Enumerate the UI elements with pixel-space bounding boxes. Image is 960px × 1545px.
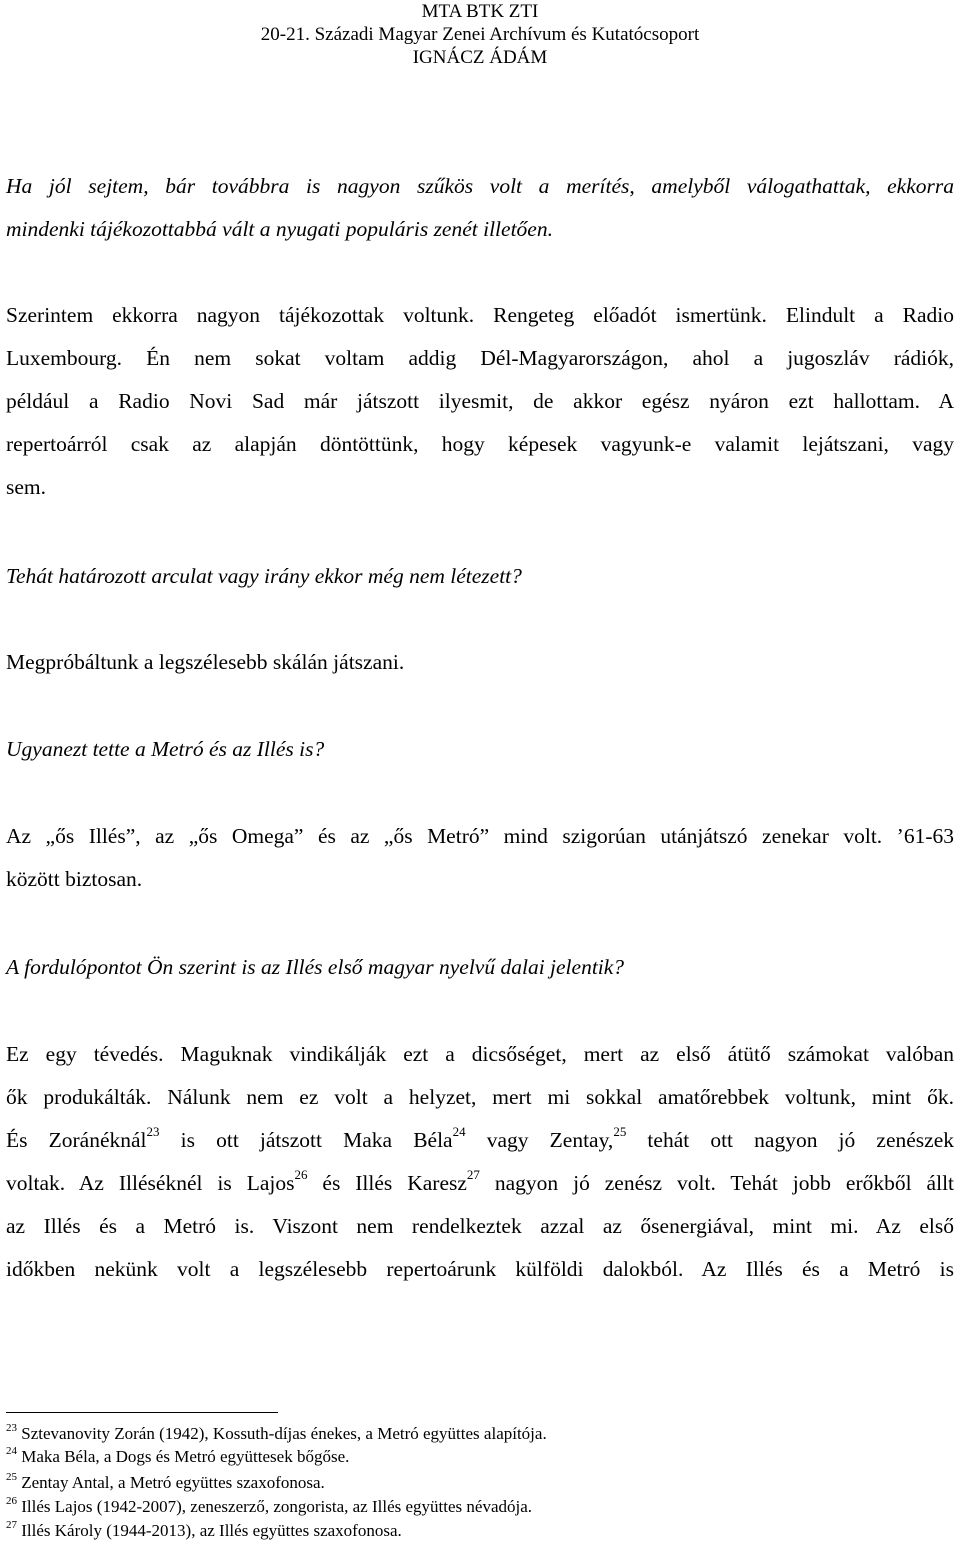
answer-4-text: vagy Zentay, [465,1128,614,1152]
footnote-25 [6,1472,325,1493]
question-2-line-1: Tehát határozott arculat vagy irány ekkor még nem létezett? [6,564,522,588]
answer-2-line-1: Megpróbáltunk a legszélesebb skálán játszani. [6,650,405,674]
answer-1-line-3: például a Radio Novi Sad már játszott ilyesmit, de akkor egész nyáron ezt hallottam. A [6,389,954,413]
question-3-line-1: Ugyanezt tette a Metró és az Illés is? [6,737,325,761]
answer-4-line-3 [6,1119,954,1162]
footnote-26 [6,1496,532,1517]
question-1 [6,165,954,251]
footnote-ref-24[interactable]: 24 [452,1124,466,1139]
footnote-number: 23 [6,1422,17,1434]
footnote-ref-23[interactable]: 23 [146,1124,160,1139]
footnote-number: 27 [6,1519,17,1531]
question-1-line-1: Ha jól sejtem, bár továbbra is nagyon szűkös volt a merítés, amelyből válogathattak, ekkorra [6,174,954,198]
answer-4-text: voltak. Az Illéséknél is Lajos [6,1171,295,1195]
answer-4 [6,1033,954,1291]
answer-4-line-1: Ez egy tévedés. Maguknak vindikálják ezt a dicsőséget, mert az első átütő számokat valóban [6,1042,954,1066]
footnote-text: Zentay Antal, a Metró együttes szaxofonosa. [21,1473,325,1492]
footnote-number: 24 [6,1445,17,1457]
footnote-ref-27[interactable]: 27 [466,1167,480,1182]
answer-4-line-5: az Illés és a Metró is. Viszont nem rendelkeztek azzal az ősenergiával, mint mi. Az első [6,1214,954,1238]
footnote-text: Maka Béla, a Dogs és Metró együttesek bőgőse. [21,1447,350,1466]
footnote-ref-26[interactable]: 26 [294,1167,308,1182]
footnote-24 [6,1446,349,1467]
footnote-23 [6,1423,547,1444]
answer-4-line-2: ők produkálták. Nálunk nem ez volt a helyzet, mert mi sokkal amatőrebbek voltunk, mint ők. [6,1085,954,1109]
answer-1 [6,294,954,509]
answer-1-line-2: Luxembourg. Én nem sokat voltam addig Dél-Magyarországon, ahol a jugoszláv rádiók, [6,346,954,370]
answer-1-line-5: sem. [6,475,47,499]
question-4 [6,946,954,989]
answer-4-text: nagyon jó zenész volt. Tehát jobb erőkből állt [479,1171,955,1195]
answer-4-line-6: időkben nekünk volt a legszélesebb repertoárunk külföldi dalokból. Az Illés és a Metró is [6,1257,954,1281]
answer-4-text: tehát ott nagyon jó zenészek [626,1128,954,1152]
page-header [0,0,960,69]
answer-3 [6,815,954,901]
answer-4-text: is ott játszott Maka Béla [159,1128,453,1152]
question-3 [6,728,954,771]
question-2 [6,555,954,598]
footnote-number: 25 [6,1471,17,1483]
question-1-line-2: mindenki tájékozottabbá vált a nyugati populáris zenét illetően. [6,217,553,241]
answer-2 [6,641,954,684]
footnote-number: 26 [6,1495,17,1507]
footnote-27 [6,1520,402,1541]
header-author: IGNÁCZ ÁDÁM [412,47,548,68]
answer-3-line-2: között biztosan. [6,867,143,891]
answer-4-text: és Illés Karesz [307,1171,467,1195]
answer-4-line-4 [6,1162,954,1205]
footnote-text: Sztevanovity Zorán (1942), Kossuth-díjas énekes, a Metró együttes alapítója. [21,1424,547,1443]
header-institution: MTA BTK ZTI [421,1,539,22]
footnote-separator [6,1412,278,1413]
answer-1-line-1: Szerintem ekkorra nagyon tájékozottak voltunk. Rengeteg előadót ismertünk. Elindult a Radio [6,303,954,327]
footnote-text: Illés Károly (1944-2013), az Illés együttes szaxofonosa. [21,1521,402,1540]
answer-1-line-4: repertoárról csak az alapján döntöttünk, hogy képesek vagyunk-e valamit lejátszani, vagy [6,432,954,456]
question-4-line-1: A fordulópontot Ön szerint is az Illés első magyar nyelvű dalai jelentik? [6,955,625,979]
answer-3-line-1: Az „ős Illés”, az „ős Omega” és az „ős Metró” mind szigorúan utánjátszó zenekar volt. ’61-63 [6,824,954,848]
footnote-text: Illés Lajos (1942-2007), zeneszerző, zongorista, az Illés együttes névadója. [21,1497,533,1516]
header-research-group: 20-21. Századi Magyar Zenei Archívum és Kutatócsoport [260,24,700,45]
answer-4-text: És Zoránéknál [6,1128,147,1152]
footnote-ref-25[interactable]: 25 [613,1124,627,1139]
